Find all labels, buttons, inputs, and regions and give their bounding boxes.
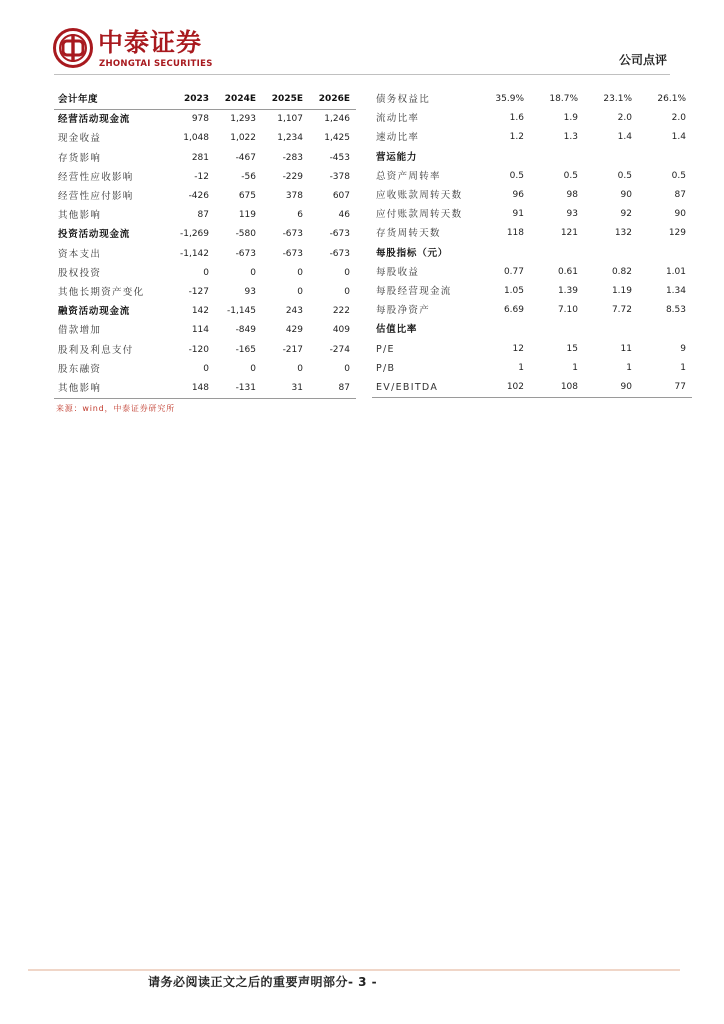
row-value: 0 xyxy=(203,363,209,374)
table-row xyxy=(54,168,356,187)
row-value: 0 xyxy=(344,363,350,374)
row-value: 0.82 xyxy=(611,266,632,277)
row-label: 经营性应收影响 xyxy=(58,171,134,183)
row-value: 148 xyxy=(172,379,215,399)
row-value: 378 xyxy=(285,191,303,202)
row-value xyxy=(584,244,638,263)
table-row xyxy=(372,244,692,263)
row-value: 0 xyxy=(250,363,256,374)
table-row xyxy=(372,167,692,186)
table-row xyxy=(372,90,692,109)
row-value: 1,246 xyxy=(324,114,350,125)
row-value: 87 xyxy=(197,210,209,221)
row-label: 其他长期资产变化 xyxy=(58,287,145,299)
table-row xyxy=(54,129,356,148)
header-year: 2023 xyxy=(172,90,215,110)
row-value: -274 xyxy=(329,344,350,355)
row-value: 0 xyxy=(250,267,256,278)
row-value: 1.01 xyxy=(665,266,686,277)
row-value: 15 xyxy=(566,343,578,354)
row-value: 129 xyxy=(668,228,686,239)
row-value: 1 xyxy=(518,362,524,373)
row-value: 92 xyxy=(620,209,632,220)
row-value: 243 xyxy=(285,306,303,317)
table-row xyxy=(372,340,692,359)
row-value: 35.9% xyxy=(495,94,524,104)
row-value: 607 xyxy=(332,191,350,202)
row-label: 应付账款周转天数 xyxy=(376,209,463,221)
row-value: 409 xyxy=(332,325,350,336)
table-row xyxy=(54,283,356,302)
table-row xyxy=(54,302,356,321)
table-row xyxy=(54,149,356,168)
row-value: -378 xyxy=(329,171,350,182)
row-value: 87 xyxy=(309,379,356,399)
row-value: 91 xyxy=(512,209,524,220)
row-value: 1.4 xyxy=(617,132,632,143)
row-value: 1.3 xyxy=(563,132,578,143)
row-value: 1 xyxy=(626,362,632,373)
row-value: 7.10 xyxy=(557,305,578,316)
row-label: 流动比率 xyxy=(376,113,420,125)
row-label: 融资活动现金流 xyxy=(58,306,131,318)
row-label: 其他影响 xyxy=(58,210,102,222)
row-label: 存货周转天数 xyxy=(376,228,441,240)
table-row xyxy=(372,320,692,339)
row-value: 118 xyxy=(506,228,524,239)
row-value: -1,142 xyxy=(179,248,209,259)
row-value: -283 xyxy=(282,152,303,163)
row-value: -127 xyxy=(188,287,209,298)
row-value: 12 xyxy=(512,343,524,354)
row-value xyxy=(638,320,692,339)
row-value: -849 xyxy=(235,325,256,336)
row-label: 股利及利息支付 xyxy=(58,344,134,356)
row-value: -673 xyxy=(282,248,303,259)
row-value: 281 xyxy=(191,152,209,163)
row-value: 0 xyxy=(297,363,303,374)
brand-name-en: ZHONGTAI SECURITIES xyxy=(99,59,213,69)
table-row xyxy=(372,109,692,128)
table-row xyxy=(372,148,692,167)
table-row xyxy=(372,186,692,205)
row-value: -673 xyxy=(329,248,350,259)
row-value: 0 xyxy=(297,287,303,298)
row-value: 1.34 xyxy=(665,286,686,297)
row-label: 股东融资 xyxy=(58,363,102,375)
row-label: 每股收益 xyxy=(376,266,420,278)
footer-disclaimer: 请务必阅读正文之后的重要声明部分- 3 - xyxy=(148,975,378,989)
row-value xyxy=(530,148,584,167)
row-value: 98 xyxy=(566,190,578,201)
row-value: 1 xyxy=(680,362,686,373)
header-year: 2025E xyxy=(262,90,309,110)
row-value: -467 xyxy=(235,152,256,163)
row-value: 1.9 xyxy=(563,113,578,124)
row-value: -217 xyxy=(282,344,303,355)
header-year: 2026E xyxy=(309,90,356,110)
table-row xyxy=(372,282,692,301)
document-type-label: 公司点评 xyxy=(618,53,667,67)
row-value: 46 xyxy=(338,210,350,221)
row-value xyxy=(476,148,530,167)
ratio-table xyxy=(372,90,692,398)
brand-name-cn: 中泰证券 xyxy=(98,28,203,57)
row-value: 1.19 xyxy=(611,286,632,297)
row-value: 6.69 xyxy=(503,305,524,316)
row-value: 96 xyxy=(512,190,524,201)
row-value xyxy=(638,148,692,167)
row-label: 估值比率 xyxy=(376,324,418,336)
row-label: 股权投资 xyxy=(58,267,102,279)
table-row xyxy=(54,341,356,360)
row-value: -673 xyxy=(282,229,303,240)
table-row xyxy=(54,110,356,130)
row-label: 借款增加 xyxy=(58,325,102,337)
table-row xyxy=(54,225,356,244)
row-value: 7.72 xyxy=(611,305,632,316)
row-value: 18.7% xyxy=(549,94,578,104)
row-value: 1,234 xyxy=(277,133,303,144)
table-header-row xyxy=(54,90,356,110)
row-value: 132 xyxy=(614,228,632,239)
row-value: 1.05 xyxy=(503,286,524,297)
row-value: -229 xyxy=(282,171,303,182)
row-value: 121 xyxy=(560,228,578,239)
row-value xyxy=(530,244,584,263)
row-value: 0 xyxy=(297,267,303,278)
row-value: 90 xyxy=(620,190,632,201)
row-value: 26.1% xyxy=(657,94,686,104)
table-row xyxy=(372,263,692,282)
row-value: 0.77 xyxy=(503,266,524,277)
row-value: -12 xyxy=(194,171,209,182)
row-label: 投资活动现金流 xyxy=(58,229,131,241)
row-value: 675 xyxy=(238,191,256,202)
row-label: EV/EBITDA xyxy=(372,378,476,398)
footer-divider xyxy=(28,969,680,971)
row-value: 93 xyxy=(566,209,578,220)
table-row xyxy=(372,301,692,320)
row-value: 114 xyxy=(191,325,209,336)
row-value: 1.6 xyxy=(509,113,524,124)
row-value: 1,107 xyxy=(277,114,303,125)
row-value: 142 xyxy=(191,306,209,317)
cash-flow-table xyxy=(54,90,356,399)
table-row xyxy=(54,206,356,225)
row-value: 2.0 xyxy=(671,113,686,124)
table-row xyxy=(372,224,692,243)
row-label: P/B xyxy=(376,362,396,374)
row-value: 9 xyxy=(680,343,686,354)
row-value: 93 xyxy=(244,287,256,298)
row-value: 0.5 xyxy=(509,170,524,181)
header-label: 会计年度 xyxy=(54,90,172,110)
row-value: 1,022 xyxy=(230,133,256,144)
row-value: 108 xyxy=(530,378,584,398)
row-label: 速动比率 xyxy=(376,132,420,144)
row-value: -1,145 xyxy=(226,306,256,317)
table-row xyxy=(54,379,356,399)
row-label: 每股指标（元） xyxy=(376,247,449,259)
row-value: 1,293 xyxy=(230,114,256,125)
row-value: 0 xyxy=(344,267,350,278)
row-value: 102 xyxy=(476,378,530,398)
row-label: P/E xyxy=(376,343,395,355)
table-row xyxy=(372,128,692,147)
row-value: -673 xyxy=(235,248,256,259)
row-value: 0.5 xyxy=(563,170,578,181)
row-label: 经营活动现金流 xyxy=(58,114,131,126)
row-value: 1.39 xyxy=(557,286,578,297)
row-value: 1.2 xyxy=(509,132,524,143)
row-value xyxy=(530,320,584,339)
row-value: 1,425 xyxy=(324,133,350,144)
row-value: 978 xyxy=(191,114,209,125)
row-value: 31 xyxy=(262,379,309,399)
row-label: 现金收益 xyxy=(58,133,102,145)
table-row xyxy=(54,245,356,264)
row-value: 6 xyxy=(297,210,303,221)
row-value: 1 xyxy=(572,362,578,373)
row-value: 0.5 xyxy=(671,170,686,181)
table-row xyxy=(372,378,692,398)
row-value xyxy=(638,244,692,263)
row-value xyxy=(476,320,530,339)
row-value: 1,048 xyxy=(183,133,209,144)
row-value: 0.5 xyxy=(617,170,632,181)
row-label: 总资产周转率 xyxy=(376,170,441,182)
table-row xyxy=(54,360,356,379)
row-value: 429 xyxy=(285,325,303,336)
table-row xyxy=(54,321,356,340)
row-value: 0 xyxy=(203,267,209,278)
header-divider xyxy=(54,74,670,75)
row-value: -426 xyxy=(188,191,209,202)
row-value: 23.1% xyxy=(603,94,632,104)
row-value: -580 xyxy=(235,229,256,240)
row-label: 营运能力 xyxy=(376,151,418,163)
row-value: -56 xyxy=(241,171,256,182)
row-value xyxy=(584,320,638,339)
row-value: 87 xyxy=(674,190,686,201)
row-value: 8.53 xyxy=(665,305,686,316)
header-year: 2024E xyxy=(215,90,262,110)
row-value: 77 xyxy=(638,378,692,398)
zhongtai-logo-icon xyxy=(53,28,93,68)
table-row xyxy=(54,187,356,206)
page-header xyxy=(0,0,724,80)
row-value: 90 xyxy=(584,378,638,398)
row-label: 经营性应付影响 xyxy=(58,191,134,203)
row-value: -165 xyxy=(235,344,256,355)
row-label: 存货影响 xyxy=(58,152,102,164)
row-label: 债务权益比 xyxy=(376,94,431,105)
row-value: -673 xyxy=(329,229,350,240)
row-value: 222 xyxy=(332,306,350,317)
table-row xyxy=(54,264,356,283)
row-label: 应收账款周转天数 xyxy=(376,190,463,202)
row-value xyxy=(584,148,638,167)
row-value: -453 xyxy=(329,152,350,163)
row-value: 2.0 xyxy=(617,113,632,124)
row-value: -131 xyxy=(215,379,262,399)
row-value: 90 xyxy=(674,209,686,220)
row-value: -120 xyxy=(188,344,209,355)
row-label: 每股净资产 xyxy=(376,305,431,317)
row-value xyxy=(476,244,530,263)
table-row xyxy=(372,359,692,378)
row-value: 1.4 xyxy=(671,132,686,143)
table-row xyxy=(372,205,692,224)
source-note: 来源：wind，中泰证券研究所 xyxy=(56,404,175,413)
row-value: 0 xyxy=(344,287,350,298)
row-value: 11 xyxy=(620,343,632,354)
row-value: -1,269 xyxy=(179,229,209,240)
row-value: 119 xyxy=(238,210,256,221)
row-value: 0.61 xyxy=(557,266,578,277)
row-label: 每股经营现金流 xyxy=(376,286,452,298)
row-label: 其他影响 xyxy=(54,379,172,399)
row-label: 资本支出 xyxy=(58,248,102,260)
